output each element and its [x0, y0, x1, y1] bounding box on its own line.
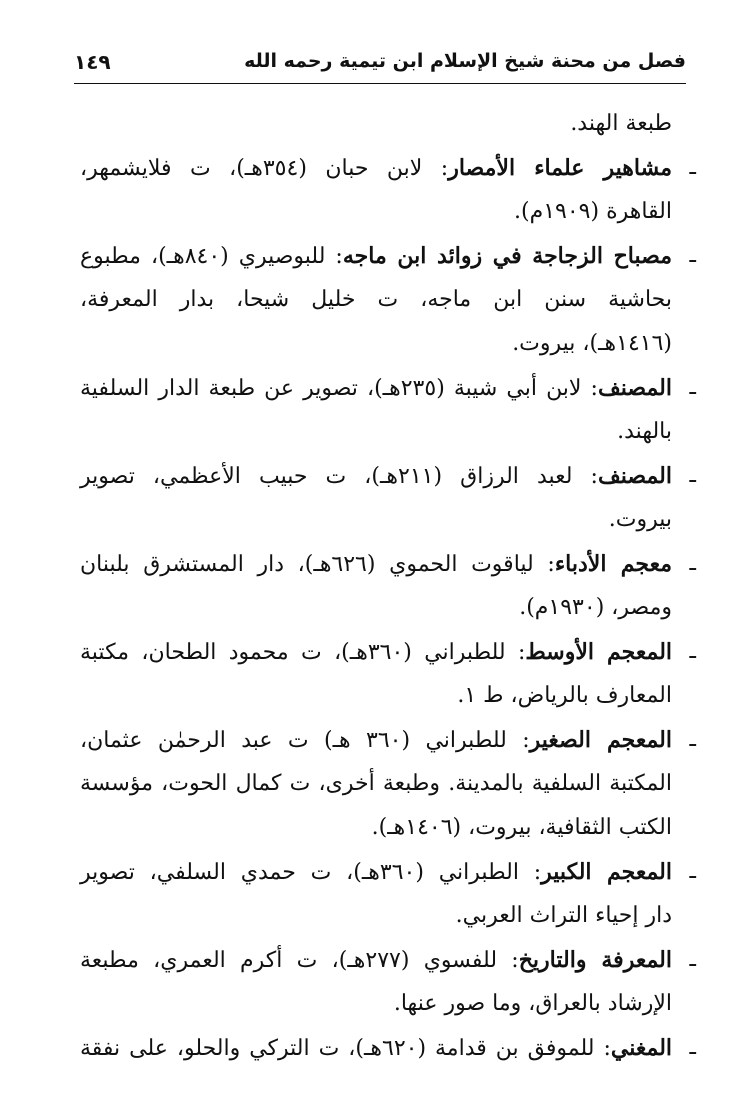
- entry-dash: ـ: [689, 727, 696, 752]
- text-line: بالهند.: [617, 419, 672, 444]
- text-line: ومصر، (١٩٣٠م).: [519, 595, 672, 620]
- page-number: ١٤٩: [74, 50, 111, 74]
- bibliography-entry: ـ المصنف: لابن أبي شيبة (٢٣٥هـ)، تصوير عن طبعة الدار السلفية: [80, 366, 672, 410]
- entry-dash: ـ: [689, 859, 696, 884]
- bibliography-entry: ـ المعجم الكبير: الطبراني (٣٦٠هـ)، ت حمدي السلفي، تصوير: [80, 850, 672, 894]
- bibliography-entry: ـ مشاهير علماء الأمصار: لابن حبان (٣٥٤هـ)، ت فلايشمهر،: [80, 146, 672, 190]
- text-line: طبعة الهند.: [570, 111, 672, 136]
- entry-dash: ـ: [689, 463, 696, 488]
- entry-title: المعجم الأوسط: [525, 639, 673, 665]
- entry-title: المصنف: [597, 463, 672, 489]
- header-rule: [74, 83, 686, 84]
- bibliography-entry: ـ معجم الأدباء: لياقوت الحموي (٦٢٦هـ)، دار المستشرق بلبنان: [80, 542, 672, 586]
- entry-title: المصنف: [597, 375, 672, 401]
- bibliography-entry: ـ المعرفة والتاريخ: للفسوي (٢٧٧هـ)، ت أكرم العمري، مطبعة: [80, 938, 672, 982]
- bibliography-entry: ـ مصباح الزجاجة في زوائد ابن ماجه: للبوصيري (٨٤٠هـ)، مطبوع: [80, 234, 672, 278]
- entry-title: مصباح الزجاجة في زوائد ابن ماجه: [342, 243, 673, 269]
- running-title: فصل من محنة شيخ الإسلام ابن تيمية رحمه الله: [244, 50, 686, 72]
- entry-title: المعرفة والتاريخ: [518, 947, 672, 973]
- text-line: (١٤١٦هـ)، بيروت.: [512, 331, 672, 356]
- bibliography-entry: ـ المعجم الصغير: للطبراني (٣٦٠ هـ) ت عبد الرحمٰن عثمان،: [80, 718, 672, 762]
- entry-dash: ـ: [689, 947, 696, 972]
- text-line: المعارف بالرياض، ط ١.: [457, 683, 672, 708]
- entry-title: معجم الأدباء: [554, 551, 673, 577]
- text-line: دار إحياء التراث العربي.: [455, 903, 672, 928]
- text-line: بحاشية سنن ابن ماجه، ت خليل شيحا، بدار المعرفة،: [80, 287, 672, 312]
- bibliography-entry: ـ المغني: للموفق بن قدامة (٦٢٠هـ)، ت التركي والحلو، على نفقة: [80, 1026, 672, 1070]
- entry-title: المغني: [610, 1035, 673, 1061]
- text-line: بيروت.: [608, 507, 672, 532]
- text-line: القاهرة (١٩٠٩م).: [514, 199, 672, 224]
- text-line: المكتبة السلفية بالمدينة. وطبعة أخرى، ت كمال الحوت، مؤسسة: [80, 771, 672, 796]
- entry-title: المعجم الكبير: [541, 859, 672, 885]
- bibliography-entry: ـ المصنف: لعبد الرزاق (٢١١هـ)، ت حبيب الأعظمي، تصوير: [80, 454, 672, 498]
- bibliography-entry: ـ المعجم الأوسط: للطبراني (٣٦٠هـ)، ت محمود الطحان، مكتبة: [80, 630, 672, 674]
- entry-title: مشاهير علماء الأمصار: [448, 155, 672, 181]
- bibliography-list: [80, 102, 696, 1070]
- entry-dash: ـ: [689, 551, 696, 576]
- entry-dash: ـ: [689, 243, 696, 268]
- text-line: الإرشاد بالعراق، وما صور عنها.: [393, 991, 672, 1016]
- text-line: الكتب الثقافية، بيروت، (١٤٠٦هـ).: [371, 815, 672, 840]
- entry-dash: ـ: [689, 1035, 696, 1060]
- entry-title: المعجم الصغير: [529, 727, 672, 753]
- entry-dash: ـ: [689, 639, 696, 664]
- entry-dash: ـ: [689, 155, 696, 180]
- page-header: [74, 40, 686, 84]
- entry-dash: ـ: [689, 375, 696, 400]
